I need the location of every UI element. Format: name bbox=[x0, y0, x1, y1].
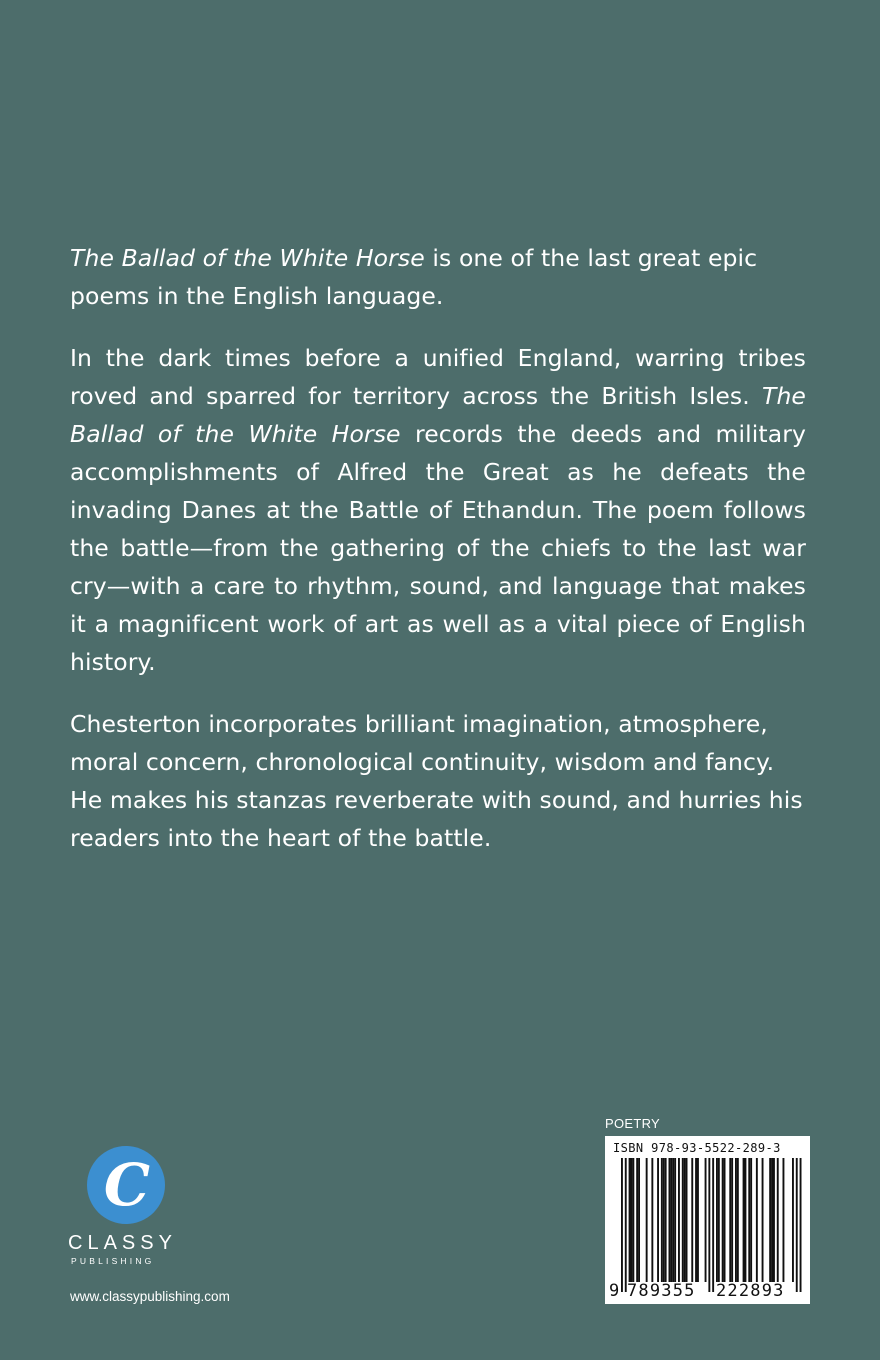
barcode-bar bbox=[646, 1158, 648, 1282]
barcode-digits bbox=[605, 1282, 810, 1302]
barcode-bar bbox=[769, 1158, 771, 1282]
barcode-bar bbox=[695, 1158, 697, 1282]
barcode-bar bbox=[632, 1158, 634, 1282]
barcode-guard-bar bbox=[800, 1158, 802, 1292]
barcode-bar bbox=[722, 1158, 724, 1282]
barcode-bar bbox=[743, 1158, 745, 1282]
barcode-bar bbox=[663, 1158, 665, 1282]
barcode-bar bbox=[748, 1158, 750, 1282]
barcode-bar bbox=[672, 1158, 674, 1282]
barcode-bar bbox=[661, 1158, 663, 1282]
logo-letter: C bbox=[103, 1151, 151, 1219]
isbn-label: ISBN 978-93-5522-289-3 bbox=[613, 1141, 781, 1155]
barcode-guard-bar bbox=[621, 1158, 623, 1292]
back-cover-blurb bbox=[70, 239, 806, 857]
barcode-bar bbox=[657, 1158, 659, 1282]
blurb-paragraph-1 bbox=[70, 239, 806, 315]
barcode-bar bbox=[724, 1158, 726, 1282]
barcode-bar bbox=[684, 1158, 686, 1282]
blurb-paragraph-3: Chesterton incorporates brilliant imagination, atmosphere, moral concern, chronological continuity, wisdom and fancy. He makes his stanzas reverberate with sound, and hurries his readers into the heart of the battle. bbox=[70, 710, 803, 852]
barcode-bar bbox=[716, 1158, 718, 1282]
barcode-bar bbox=[691, 1158, 693, 1282]
isbn-barcode bbox=[605, 1136, 810, 1304]
barcode-bar bbox=[762, 1158, 764, 1282]
barcode-bar bbox=[705, 1158, 707, 1282]
barcode-guard-bar bbox=[796, 1158, 798, 1292]
barcode-bar bbox=[771, 1158, 773, 1282]
blurb-text: records the deeds and military accomplishments of Alfred the Great as he defeats the invading Danes at the Battle of Ethandun. The poem follows the battle—from the gathering of the chiefs to the last war cry—with a care to rhythm, sound, and language that makes it a magnificent work of art as well as a vital piece of English history. bbox=[70, 420, 806, 676]
category-label: POETRY bbox=[605, 1116, 661, 1131]
ean-right-digits: 222893 bbox=[716, 1281, 785, 1301]
ean-left-digits: 789355 bbox=[627, 1281, 696, 1301]
publisher-subname: PUBLISHING bbox=[71, 1256, 155, 1266]
barcode-bar bbox=[638, 1158, 640, 1282]
barcode-guard-bar bbox=[708, 1158, 710, 1292]
barcode-bar bbox=[629, 1158, 631, 1282]
ean-first-digit: 9 bbox=[609, 1281, 620, 1301]
barcode-bar bbox=[631, 1158, 633, 1282]
barcode-bar bbox=[665, 1158, 667, 1282]
barcode-bar bbox=[686, 1158, 688, 1282]
barcode-bar bbox=[674, 1158, 676, 1282]
barcode-bar bbox=[670, 1158, 672, 1282]
book-title-italic: The Ballad of the White Horse bbox=[70, 244, 425, 272]
barcode-bar bbox=[651, 1158, 653, 1282]
barcode-bar bbox=[777, 1158, 779, 1282]
blurb-paragraph-2 bbox=[70, 339, 806, 681]
barcode-bar bbox=[678, 1158, 680, 1282]
barcode-bar bbox=[636, 1158, 638, 1282]
barcode-bar bbox=[750, 1158, 752, 1282]
blurb-text: In the dark times before a unified England, warring tribes roved and sparred for territory across the British Isles. bbox=[70, 344, 806, 410]
barcode-bar bbox=[731, 1158, 733, 1282]
book-title-italic: The Ballad of the White Horse bbox=[70, 382, 806, 448]
barcode-guard-bar bbox=[712, 1158, 714, 1292]
publisher-logo-icon bbox=[86, 1145, 166, 1225]
barcode-bar bbox=[682, 1158, 684, 1282]
barcode-bar bbox=[745, 1158, 747, 1282]
publisher-name: CLASSY bbox=[68, 1232, 177, 1254]
barcode-bars bbox=[605, 1136, 810, 1304]
barcode-bar bbox=[756, 1158, 758, 1282]
barcode-bar bbox=[783, 1158, 785, 1282]
barcode-bar bbox=[718, 1158, 720, 1282]
barcode-bar bbox=[729, 1158, 731, 1282]
barcode-bar bbox=[737, 1158, 739, 1282]
barcode-guard-bar bbox=[625, 1158, 627, 1292]
barcode-bar bbox=[669, 1158, 671, 1282]
barcode-bar bbox=[735, 1158, 737, 1282]
barcode-bar bbox=[792, 1158, 794, 1282]
blurb-text: is one of the last great epic poems in the English language. bbox=[70, 244, 758, 310]
barcode-bar bbox=[697, 1158, 699, 1282]
publisher-website: www.classypublishing.com bbox=[70, 1289, 230, 1304]
barcode-bar bbox=[773, 1158, 775, 1282]
